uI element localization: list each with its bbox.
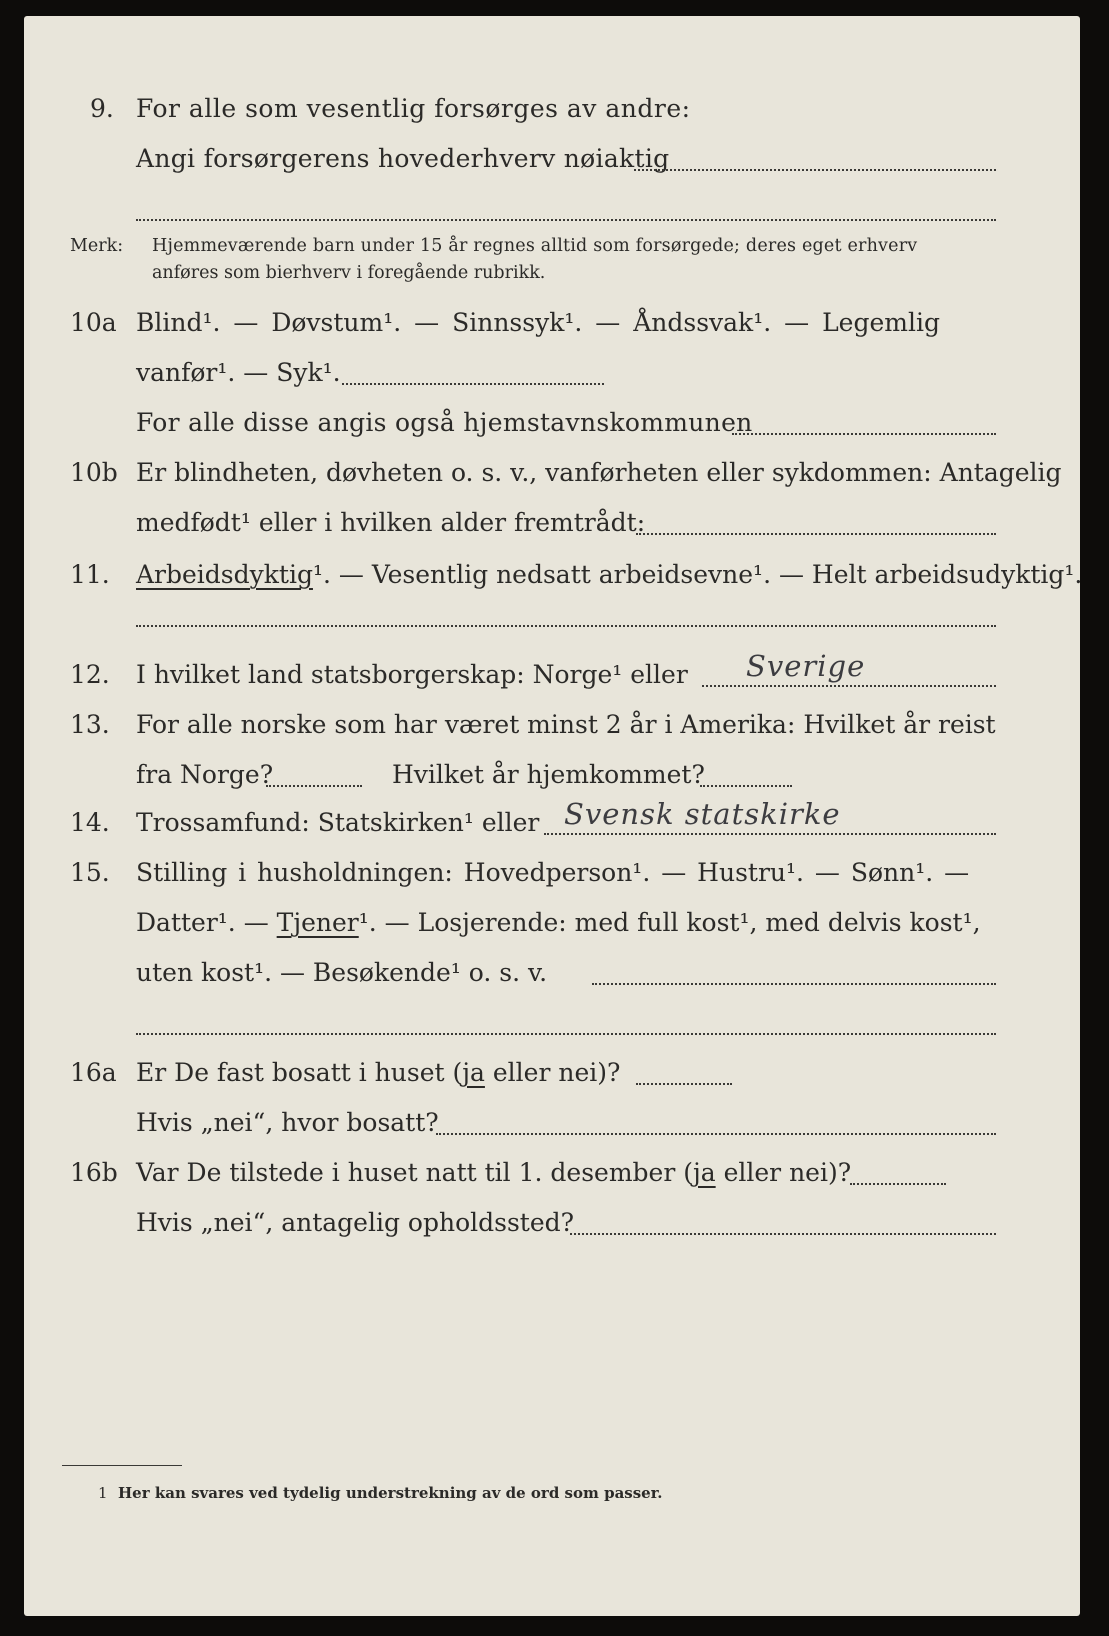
q10a-hjemstavn-line <box>732 433 996 435</box>
merk-line1: Hjemmeværende barn under 15 år regnes alltid som forsørgede; deres eget erhverv <box>152 236 918 256</box>
q11-rest: ¹. — Vesentlig nedsatt arbeidsevne¹. — Helt arbeidsudyktig¹. <box>312 560 1083 589</box>
q16b-line1b: eller nei)? <box>715 1158 852 1187</box>
q9-line1: For alle som vesentlig forsørges av andre: <box>136 94 691 123</box>
footnote-text: Her kan svares ved tydelig understrekning av de ord som passer. <box>118 1484 663 1502</box>
merk-label: Merk: <box>70 236 124 256</box>
q12-handwritten-answer: Sverige <box>746 649 866 683</box>
q10b-line1: Er blindheten, døvheten o. s. v., vanførheten eller sykdommen: Antagelig <box>136 458 1062 487</box>
q9-line2: Angi forsørgerens hovederhverv nøiaktig <box>136 144 670 173</box>
q12-answer-line <box>702 685 996 687</box>
q13-line2a: fra Norge? <box>136 760 274 789</box>
q16a-line2: Hvis „nei“, hvor bosatt? <box>136 1108 439 1137</box>
q16b-line2: Hvis „nei“, antagelig opholdssted? <box>136 1208 575 1237</box>
q15-line1: Stilling i husholdningen: Hovedperson¹. — Hustru¹. — Sønn¹. — <box>136 858 970 887</box>
q15-answer-line-2 <box>136 1033 996 1035</box>
q12-number: 12. <box>70 660 110 689</box>
q10b-number: 10b <box>70 458 118 487</box>
q10b-line2: medfødt¹ eller i hvilken alder fremtrådt: <box>136 508 646 537</box>
q15-line3: uten kost¹. — Besøkende¹ o. s. v. <box>136 958 548 987</box>
q15-line2b: ¹. — Losjerende: med full kost¹, med delvis kost¹, <box>358 908 981 937</box>
q14-answer-line <box>544 833 996 835</box>
q10a-answer-line <box>342 383 604 385</box>
footnote-mark: 1 <box>98 1484 108 1502</box>
q14-handwritten-answer: Svensk statskirke <box>564 797 841 831</box>
q9-answer-line-2 <box>136 219 996 221</box>
q15-line2 <box>136 910 981 935</box>
q13-line1: For alle norske som har været minst 2 år i Amerika: Hvilket år reist <box>136 710 996 739</box>
q11-underlined-answer: Arbeidsdyktig <box>136 560 313 589</box>
q15-underlined-answer: Tjener <box>276 908 359 937</box>
q13-line2b: Hvilket år hjemkommet? <box>392 760 705 789</box>
q14-number: 14. <box>70 808 110 837</box>
q16b-underlined-answer: ja <box>692 1158 716 1187</box>
q16a-answer-line <box>636 1083 732 1085</box>
q12-text: I hvilket land statsborgerskap: Norge¹ eller <box>136 660 688 689</box>
q10a-number: 10a <box>70 308 117 337</box>
q10a-line2: vanfør¹. — Syk¹. <box>136 358 341 387</box>
merk-line2: anføres som bierhverv i foregående rubrikk. <box>152 263 546 283</box>
q16a-line1b: eller nei)? <box>484 1058 621 1087</box>
q10a-line1: Blind¹. — Døvstum¹. — Sinnssyk¹. — Åndssvak¹. — Legemlig <box>136 308 940 337</box>
q16b-line1a: Var De tilstede i huset natt til 1. desember ( <box>136 1158 693 1187</box>
q16b-number: 16b <box>70 1158 118 1187</box>
footnote-rule <box>62 1465 182 1466</box>
q9-answer-line <box>634 169 996 171</box>
q9-number: 9. <box>90 94 114 123</box>
q16a-line1 <box>136 1060 620 1085</box>
q14-text: Trossamfund: Statskirken¹ eller <box>136 808 540 837</box>
q11-number: 11. <box>70 560 110 589</box>
q16a-bosatt-line <box>436 1133 996 1135</box>
q10a-line3: For alle disse angis også hjemstavnskommunen <box>136 408 753 437</box>
q15-number: 15. <box>70 858 110 887</box>
q16a-underlined-answer: ja <box>462 1058 485 1087</box>
q10b-answer-line <box>636 533 996 535</box>
q16a-line1a: Er De fast bosatt i huset ( <box>136 1058 463 1087</box>
q16b-line1 <box>136 1160 851 1185</box>
q16b-opholdssted-line <box>570 1233 996 1235</box>
form-page <box>24 16 1083 1616</box>
q11-answer-line <box>136 625 996 627</box>
q15-line2a: Datter¹. — <box>136 908 269 937</box>
q16b-answer-line <box>850 1183 946 1185</box>
q13-number: 13. <box>70 710 110 739</box>
q11-text <box>136 562 1082 587</box>
q15-answer-line <box>592 983 996 985</box>
q13-hjemkommet-line <box>700 785 792 787</box>
q13-reist-line <box>266 785 362 787</box>
q16a-number: 16a <box>70 1058 117 1087</box>
